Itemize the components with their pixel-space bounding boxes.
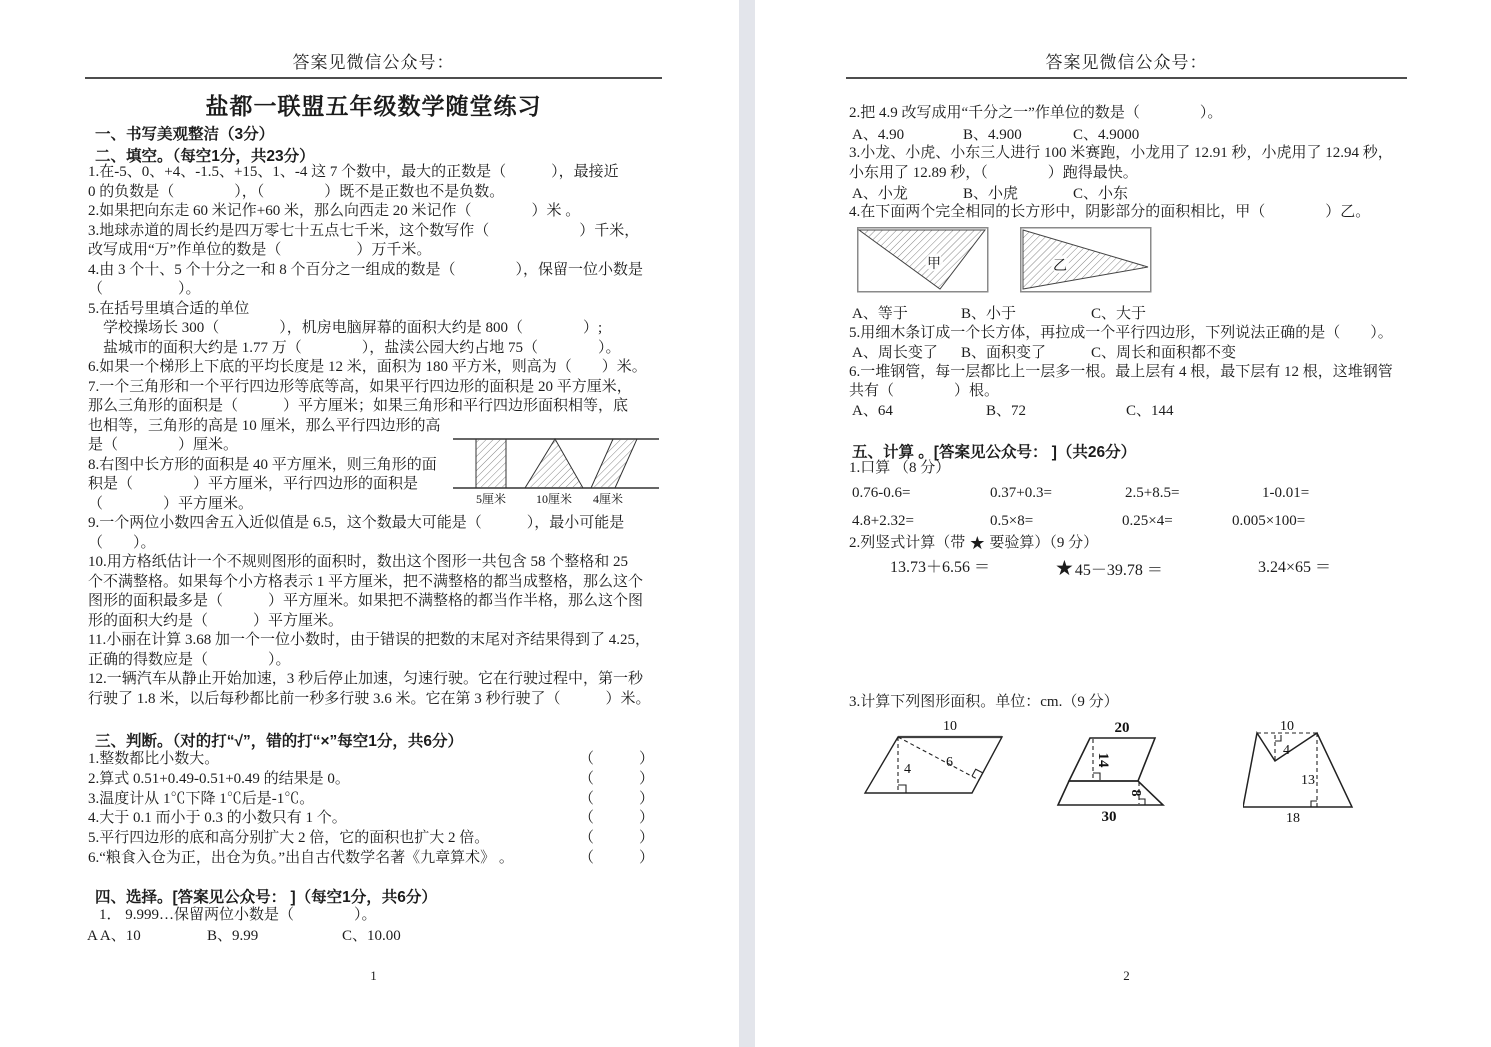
- judge-text: 6.“粮食入仓为正，出仓为负。”出自古代数学名著《九章算术》 。: [88, 849, 514, 866]
- fill-line: 正确的得数应是（ ）。: [88, 651, 291, 668]
- judge-blank: （ ）: [578, 790, 654, 807]
- fill-line: 6.如果一个梯形上下底的平均长度是 12 米，面积为 180 平方米，则高为（ ）米。: [88, 359, 647, 375]
- top-label: 10: [1280, 719, 1294, 734]
- oral-calc-row-2: [846, 511, 1305, 531]
- judge-text: 3.温度计从 1℃下降 1℃后是-1℃。: [88, 790, 315, 807]
- page1-answer-hint: 答案见微信公众号：: [292, 53, 455, 72]
- judge-blank: （ ）: [578, 751, 654, 767]
- page2-answer-hint: 答案见微信公众号：: [1045, 53, 1208, 72]
- fill-line: 11.小丽在计算 3.68 加一个一位小数时，由于错误的把数的末尾对齐结果得到了 4.25，: [88, 632, 650, 648]
- column-calc-expression: 45－39.78 ＝: [1074, 562, 1163, 579]
- page2-header-rule: [846, 77, 1407, 79]
- column-calc-item: 13.73＋6.56 ＝: [890, 559, 991, 576]
- option-c: C、周长和面积都不变: [1091, 345, 1237, 361]
- fill-line: 也相等，三角形的高是 10 厘米，那么平行四边形的高: [88, 417, 441, 434]
- judge-blank: （ ）: [578, 849, 654, 866]
- hatched-rectangle: [476, 439, 506, 488]
- q6-options: [846, 401, 1174, 421]
- option-a: A、等于: [852, 306, 908, 322]
- q2-options: [846, 125, 1139, 145]
- judge-row: [88, 770, 654, 790]
- option-a: A、小龙: [852, 186, 908, 202]
- star-icon: ★: [969, 533, 986, 553]
- section-5-heading: 五、计算 。[答案见公众号： ]（共26分）: [852, 444, 1137, 461]
- fill-line: 5.在括号里填合适的单位: [88, 300, 250, 317]
- page1-header-rule: [85, 77, 662, 79]
- column-calc-heading-pre: 2.列竖式计算（带: [849, 535, 966, 551]
- fill-line: 学校操场长 300（ ），机房电脑屏幕的面积大约是 800（ ）;: [88, 320, 603, 336]
- option-b: B、9.99: [207, 928, 259, 944]
- option-c: C、144: [1126, 403, 1174, 419]
- option-b: B、72: [986, 403, 1027, 419]
- oral-item: 4.8+2.32=: [852, 513, 914, 529]
- column-calc-heading: [846, 534, 1098, 554]
- fill-line: 12.一辆汽车从静止开始加速，3 秒后停止加速，匀速行驶。它在行驶过程中，第一秒: [88, 671, 644, 687]
- fill-line: 4.由 3 个十、5 个十分之一和 8 个百分之一组成的数是（ ），保留一位小数是: [88, 261, 644, 278]
- option-a: A、4.90: [852, 127, 905, 143]
- oral-item: 1-0.01=: [1262, 485, 1310, 501]
- option-c: C、4.9000: [1073, 127, 1140, 143]
- right-angle-mark: [1275, 735, 1281, 741]
- oral-calc-row-1: [846, 483, 1309, 503]
- right-angle-mark: [898, 785, 906, 793]
- diagonal-label: 6: [946, 755, 953, 770]
- option-c: C、10.00: [342, 928, 401, 944]
- fill-line: 是（ ）厘米。: [88, 437, 239, 453]
- notch-label: 4: [1283, 743, 1290, 758]
- column-calc-heading-post: 要验算）（9 分）: [989, 535, 1099, 551]
- q8-shapes-figure: [453, 430, 665, 510]
- height-label: 4: [904, 762, 911, 777]
- judge-text: 1.整数都比小数大。: [88, 751, 220, 767]
- q3-text-line2: 小东用了 12.89 秒，（ ）跑得最快。: [849, 165, 1138, 181]
- fill-line: （ ）。: [88, 281, 201, 297]
- choice-question-1: 1． 9.999…保留两位小数是（ ）。: [99, 907, 377, 923]
- parallelogram-outline: [865, 737, 1002, 793]
- judge-row: [88, 829, 654, 849]
- upper-parallelogram: [1069, 738, 1155, 781]
- right-angle-mark: [1093, 773, 1100, 780]
- page-divider: [739, 0, 755, 1047]
- hatched-triangle: [525, 439, 583, 488]
- q4-text: 4.在下面两个完全相同的长方形中，阴影部分的面积相比，甲（ ）乙。: [849, 204, 1371, 220]
- oral-item: 0.76-0.6=: [852, 485, 911, 501]
- bottom-label: 18: [1286, 811, 1300, 826]
- judge-blank: （ ）: [578, 830, 654, 847]
- q3-text-line1: 3.小龙、小虎、小东三人进行 100 米赛跑，小龙用了 12.91 秒，小虎用了 12.94 秒，: [849, 145, 1393, 161]
- top-label: 20: [1114, 720, 1130, 736]
- column-calc-item: [1055, 556, 1258, 580]
- judge-text: 5.平行四边形的底和高分别扩大 2 倍，它的面积也扩大 2 倍。: [88, 830, 490, 847]
- section-2-heading: 二、填空。（每空1分，共23分）: [95, 148, 315, 165]
- fill-line: 7.一个三角形和一个平行四边形等底等高，如果平行四边形的面积是 20 平方厘米，: [88, 378, 632, 395]
- base-label-5cm: 5厘米: [475, 492, 507, 506]
- option-b: B、小于: [961, 306, 1017, 322]
- fill-line: （ ）。: [88, 534, 156, 551]
- oral-item: 0.37+0.3=: [990, 485, 1052, 501]
- base-label: 10: [943, 719, 957, 734]
- judge-row: [88, 809, 654, 829]
- option-a: A、64: [852, 403, 893, 419]
- label-yi: 乙: [1053, 259, 1067, 274]
- page-number: 2: [1123, 968, 1130, 983]
- judge-blank: （ ）: [578, 810, 654, 827]
- fill-line: 改写成用“万”作单位的数是（ ）万千米。: [88, 242, 432, 258]
- oral-item: 2.5+8.5=: [1125, 485, 1180, 501]
- fill-line: 个不满整格。如果每个小方格表示 1 平方厘米，把不满整格的都当成整格，那么这个: [88, 573, 644, 590]
- q6-text-line2: 共有（ ）根。: [849, 383, 1000, 399]
- fill-line: 0 的负数是（ ），（ ）既不是正数也不是负数。: [88, 183, 505, 200]
- height-label-8: 8: [1128, 789, 1143, 797]
- option-a: A A、10: [87, 928, 141, 944]
- fill-line: 9.一个两位小数四舍五入近似值是 6.5，这个数最大可能是（ ），最小可能是: [88, 515, 625, 531]
- area-figure-composite: [1055, 708, 1175, 830]
- fill-line: 8.右图中长方形的面积是 40 平方厘米，则三角形的面: [88, 456, 437, 473]
- area-figure-notched-trapezoid: [1243, 718, 1358, 830]
- judge-row: [88, 849, 654, 869]
- fill-line: 3.地球赤道的周长约是四万零七十五点七千米，这个数写作（ ）千米，: [88, 222, 640, 239]
- q3-options: [846, 184, 1128, 204]
- q6-text-line1: 6.一堆钢管，每一层都比上一层多一根。最上层有 4 根，最下层有 12 根，这堆钢管: [849, 364, 1393, 380]
- oral-item: 0.5×8=: [990, 513, 1034, 529]
- fill-line: 那么三角形的面积是（ ）平方厘米；如果三角形和平行四边形面积相等，底: [88, 398, 629, 414]
- column-calc-item: 3.24×65 ＝: [1258, 559, 1332, 576]
- area-figure-parallelogram: [860, 712, 1010, 812]
- fill-line: 2.如果把向东走 60 米记作+60 米，那么向西走 20 米记作（ ）米 。: [88, 203, 581, 219]
- fill-line: 10.用方格纸估计一个不规则图形的面积时，数出这个图形一共包含 58 个整格和 25: [88, 554, 629, 570]
- fill-line: 盐城市的面积大约是 1.77 万（ ），盐渎公园大约占地 75（ ）。: [88, 339, 621, 356]
- fill-line: 图形的面积最多是（ ）平方厘米。如果把不满整格的都当作半格，那么这个图: [88, 593, 644, 609]
- page-number: 1: [370, 968, 377, 983]
- q4-options: [846, 304, 1146, 324]
- option-b: B、面积变了: [961, 345, 1047, 361]
- judge-text: 4.大于 0.1 而小于 0.3 的小数只有 1 个。: [88, 810, 347, 827]
- hatched-parallelogram: [591, 439, 637, 488]
- option-c: C、大于: [1091, 306, 1147, 322]
- height-label-14: 14: [1095, 752, 1111, 768]
- option-b: B、4.900: [963, 127, 1022, 143]
- judge-blank: （ ）: [578, 770, 654, 787]
- fill-line: （ ）平方厘米。: [88, 495, 254, 512]
- page-2: [846, 0, 1421, 1047]
- oral-item: 0.005×100=: [1232, 513, 1306, 529]
- section-4-heading: 四、选择。[答案见公众号： ]（每空1分，共6分）: [95, 889, 437, 906]
- column-calc-row: [846, 556, 1331, 580]
- judge-row: [88, 790, 654, 810]
- right-angle-mark: [1311, 801, 1317, 807]
- judge-text: 2.算式 0.51+0.49-0.51+0.49 的结果是 0。: [88, 770, 350, 787]
- section-3-heading: 三、判断。（对的打“√”，错的打“×”每空1分，共6分）: [95, 733, 464, 750]
- base-label-4cm: 4厘米: [592, 492, 624, 506]
- option-a: A、周长变了: [852, 345, 938, 361]
- base-label-10cm: 10厘米: [535, 492, 573, 506]
- fill-line: 1.在-5、0、+4、-1.5、+15、1、-4 这 7 个数中，最大的正数是（ ），最接近: [88, 164, 619, 180]
- area-calc-heading: 3.计算下列图形面积。单位：cm.（9 分）: [849, 694, 1119, 710]
- fill-line: 积是（ ）平方厘米，平行四边形的面积是: [88, 476, 419, 492]
- q5-text: 5.用细木条订成一个长方体，再拉成一个平行四边形，下列说法正确的是（ ）。: [849, 325, 1393, 341]
- exam-title: 盐都一联盟五年级数学随堂练习: [205, 93, 542, 119]
- q4-shaded-rectangles-figure: [857, 227, 1152, 293]
- oral-item: 0.25×4=: [1122, 513, 1173, 529]
- judge-row: [88, 750, 654, 770]
- judge-block: [85, 750, 654, 869]
- oral-calc-heading: 1.口算 （8 分）: [849, 460, 951, 476]
- label-jia: 甲: [927, 257, 941, 272]
- fill-line: 形的面积大约是（ ）平方厘米。: [88, 612, 344, 629]
- height-label: 13: [1301, 773, 1315, 788]
- bottom-label: 30: [1101, 809, 1117, 825]
- choice-1-options: [85, 926, 401, 946]
- q2-text: 2.把 4.9 改写成用“千分之一”作单位的数是（ ）。: [849, 105, 1223, 121]
- hatched-triangle-yi: [1023, 230, 1148, 289]
- page-1: [85, 0, 662, 1047]
- hatched-triangle-jia: [859, 230, 985, 289]
- option-c: C、小东: [1073, 186, 1129, 202]
- shape-outline: [1243, 733, 1352, 807]
- right-angle-mark: [1139, 799, 1145, 805]
- q5-options: [846, 343, 1236, 363]
- lower-trapezoid: [1058, 781, 1163, 805]
- fill-line: 行驶了 1.8 米，以后每秒都比前一秒多行驶 3.6 米。它在第 3 秒行驶了（ ）米。: [88, 690, 651, 707]
- option-b: B、小虎: [963, 186, 1019, 202]
- section-1-heading: 一、书写美观整洁（3分）: [95, 126, 275, 143]
- star-icon: ★: [1055, 556, 1074, 580]
